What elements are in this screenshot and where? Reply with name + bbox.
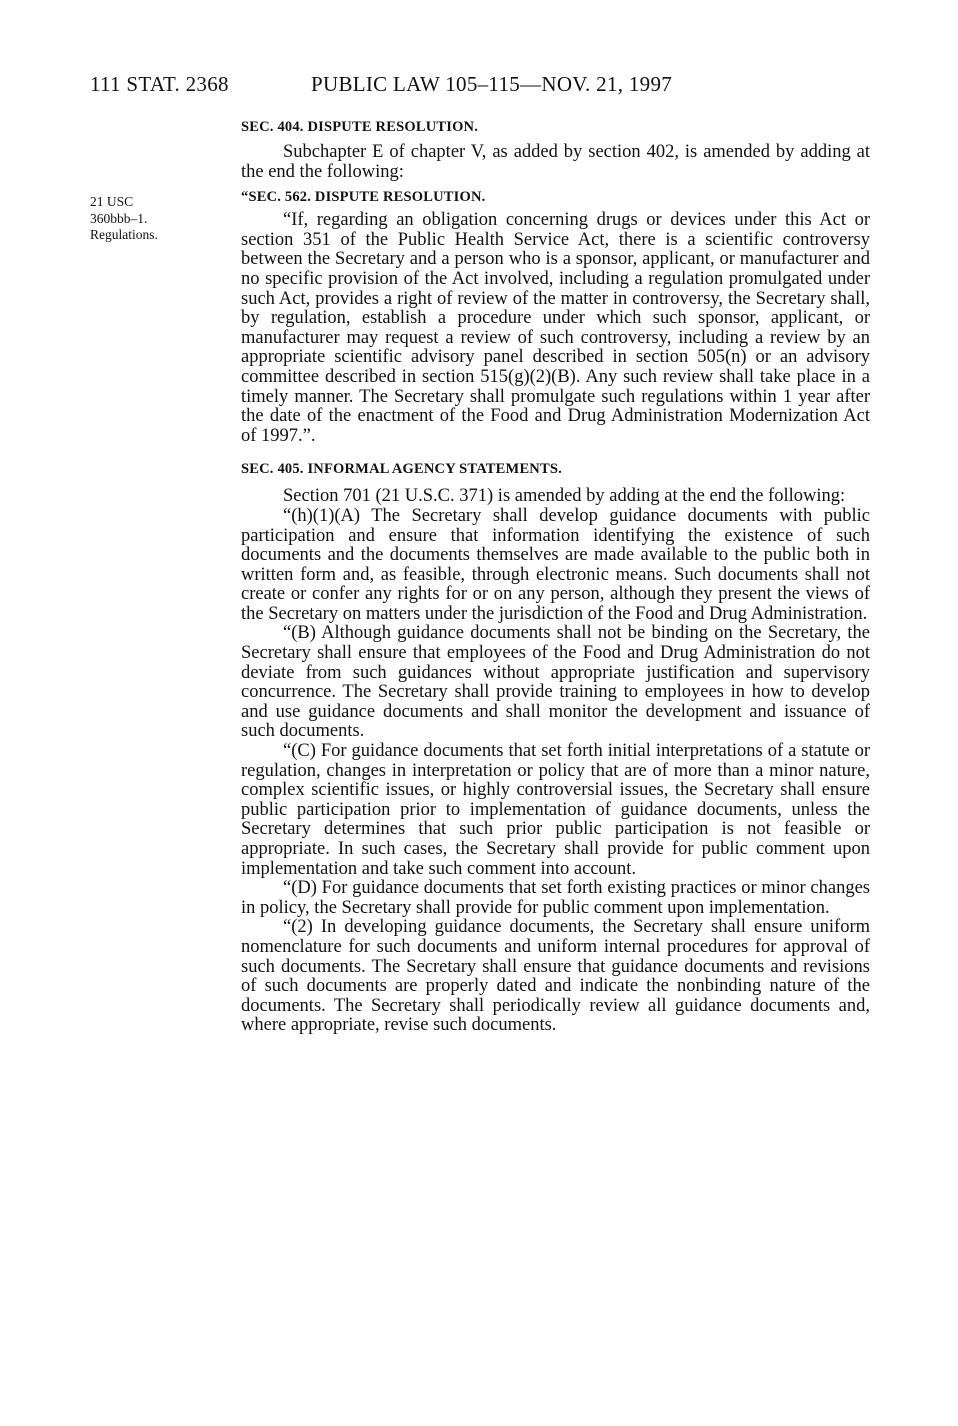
- section-heading-404: SEC. 404. DISPUTE RESOLUTION.: [241, 119, 479, 135]
- paragraph-2: “(2) In developing guidance documents, the Secretary shall ensure uniform nomenclature for such documents and uniform internal procedures for approval of such documents. The Secretary shall ensure that guidance documents and revisions of such documents are properly dated and indicate the nonbinding nature of the documents. The Secretary shall periodically review all guidance documents and, where appropriate, revise such documents.: [241, 917, 870, 1036]
- section-heading-405: SEC. 405. INFORMAL AGENCY STATEMENTS.: [241, 461, 562, 478]
- section-404-intro: Subchapter E of chapter V, as added by section 402, is amended by adding at the end the following:: [241, 142, 870, 182]
- paragraph-h-1-a: “(h)(1)(A) The Secretary shall develop guidance documents with public participation and ensure that information identifying the existence of such documents and the documents themselves are made available to the public both in written form and, as feasible, through electronic means. Such documents shall not create or confer any rights for or on any person, although they present the views of the Secretary on matters under the jurisdiction of the Food and Drug Administration.: [241, 505, 870, 624]
- paragraph-c: “(C) For guidance documents that set forth initial interpretations of a statute or regulation, changes in interpretation or policy that are of more than a minor nature, complex scientific issues, or highly controversial issues, the Secretary shall ensure public participation prior to implementation of guidance documents, unless the Secretary determines that such prior public participation is not feasible or appropriate. In such cases, the Secretary shall provide for public comment upon implementation and take such comment into account.: [241, 741, 870, 879]
- margin-note-line: 21 USC: [90, 194, 134, 209]
- margin-note-line: Regulations.: [90, 227, 158, 242]
- section-heading-562: “SEC. 562. DISPUTE RESOLUTION.: [241, 189, 486, 206]
- margin-note: [90, 194, 200, 244]
- paragraph-b: “(B) Although guidance documents shall not be binding on the Secretary, the Secretary shall ensure that employees of the Food and Drug Administration do not deviate from such guidances without appropriate justification and supervisory concurrence. The Secretary shall provide training to employees in how to develop and use guidance documents and shall monitor the development and issuance of such documents.: [241, 623, 870, 742]
- section-405-intro: Section 701 (21 U.S.C. 371) is amended by adding at the end the following:: [283, 486, 846, 507]
- statute-reference: 111 STAT. 2368: [90, 72, 229, 96]
- paragraph-d: “(D) For guidance documents that set forth existing practices or minor changes in policy, the Secretary shall provide for public comment upon implementation.: [241, 878, 870, 918]
- section-562-text: “If, regarding an obligation concerning drugs or devices under this Act or section 351 of the Public Health Service Act, there is a scientific controversy between the Secretary and a person who is a sponsor, applicant, or manufacturer and no specific provision of the Act involved, including a regulation promulgated under such Act, provides a right of review of the matter in controversy, the Secretary shall, by regulation, establish a procedure under which such sponsor, applicant, or manufacturer may request a review of such controversy, including a review by an appropriate scientific advisory panel described in section 505(n) or an advisory committee described in section 515(g)(2)(B). Any such review shall take place in a timely manner. The Secretary shall promulgate such regulations within 1 year after the date of the enactment of the Food and Drug Administration Modernization Act of 1997.”.: [241, 210, 870, 446]
- document-body: [241, 118, 870, 1036]
- public-law-reference: PUBLIC LAW 105–115—NOV. 21, 1997: [311, 72, 673, 96]
- margin-note-line: 360bbb–1.: [90, 210, 148, 226]
